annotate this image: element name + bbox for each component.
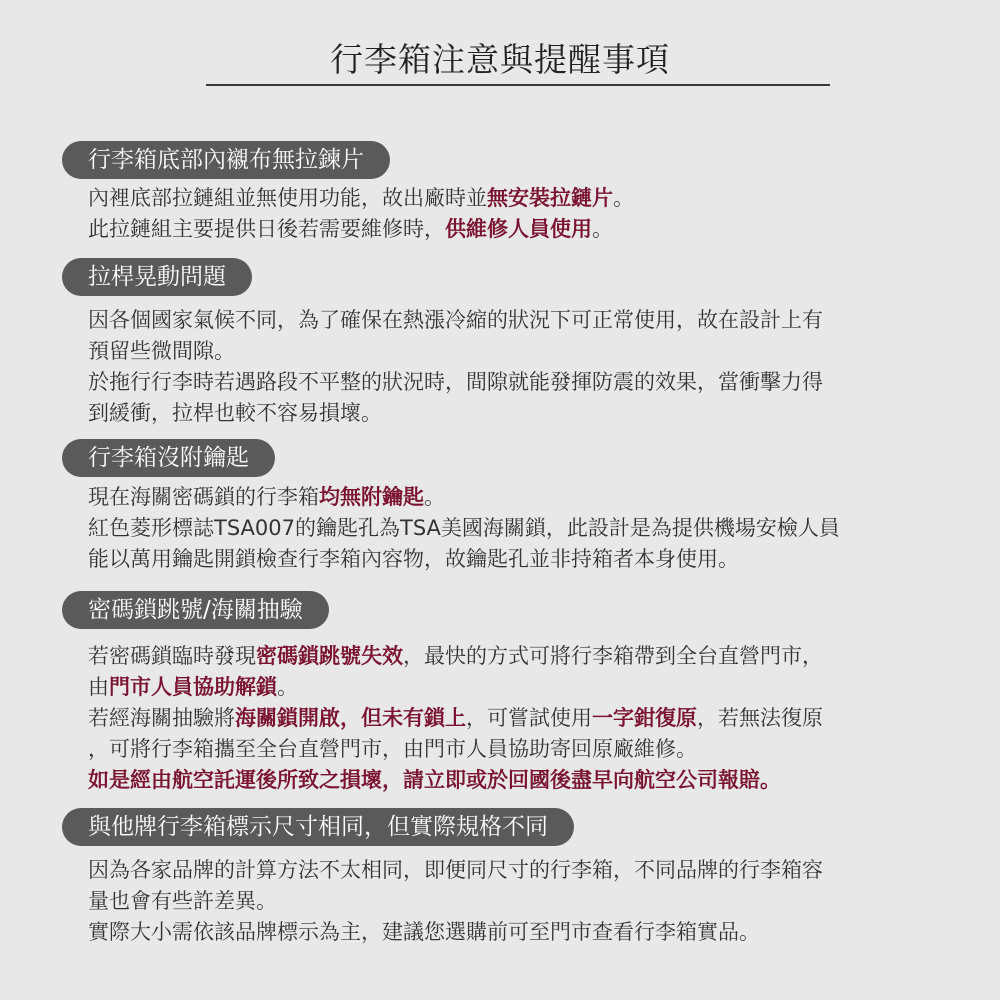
body-line [88,672,958,703]
body-line [88,183,958,214]
body-line [88,703,958,734]
highlight-text: 供維修人員使用 [445,217,592,241]
text-segment: 。 [424,485,445,509]
section-heading-handle: 拉桿晃動問題 [62,258,252,296]
text-segment: 。 [592,217,613,241]
body-line: 預留些微間隙。 [88,339,235,363]
highlight-text: 均無附鑰匙 [319,485,424,509]
text-segment: 。 [277,675,298,699]
highlight-text: 門市人員協助解鎖 [109,675,277,699]
body-line [88,641,958,672]
highlight-text: 密碼鎖跳號失效 [256,644,403,668]
text-segment: 若經海關抽驗將 [88,706,235,730]
page-title: 行李箱注意與提醒事項 [330,40,670,79]
section-body-size [88,855,958,948]
body-line: ，可將行李箱攜至全台直營門市，由門市人員協助寄回原廠維修。 [88,737,697,761]
section-body-handle [88,305,958,429]
body-line: 因各個國家氣候不同，為了確保在熱漲冷縮的狀況下可正常使用，故在設計上有 [88,308,823,332]
body-line [88,482,958,513]
title-divider [206,84,830,86]
body-line: 紅色菱形標誌TSA007的鑰匙孔為TSA美國海關鎖，此設計是為提供機場安檢人員 [88,516,840,540]
text-segment: 內裡底部拉鏈組並無使用功能，故出廠時並 [88,186,487,210]
body-line: 實際大小需依該品牌標示為主，建議您選購前可至門市查看行李箱實品。 [88,920,760,944]
text-segment: 若密碼鎖臨時發現 [88,644,256,668]
highlight-text: 無安裝拉鏈片 [487,186,613,210]
text-segment: 現在海關密碼鎖的行李箱 [88,485,319,509]
highlight-text: 一字鉗復原 [592,706,697,730]
body-line: 能以萬用鑰匙開鎖檢查行李箱內容物，故鑰匙孔並非持箱者本身使用。 [88,547,739,571]
section-body-lock [88,641,958,796]
section-body-key [88,482,958,575]
body-line-highlight: 如是經由航空託運後所致之損壞，請立即或於回國後盡早向航空公司報賠。 [88,768,781,792]
section-body-zipper [88,183,958,245]
body-line [88,214,958,245]
section-heading-zipper: 行李箱底部內襯布無拉鍊片 [62,141,390,179]
body-line: 到緩衝，拉桿也較不容易損壞。 [88,401,382,425]
text-segment: ，若無法復原 [697,706,823,730]
section-heading-size: 與他牌行李箱標示尺寸相同，但實際規格不同 [62,808,574,846]
text-segment: 由 [88,675,109,699]
section-heading-key: 行李箱沒附鑰匙 [62,439,275,477]
highlight-text: 海關鎖開啟，但未有鎖上 [235,706,466,730]
text-segment: 。 [613,186,634,210]
section-heading-lock: 密碼鎖跳號/海關抽驗 [62,591,329,629]
text-segment: 此拉鏈組主要提供日後若需要維修時， [88,217,445,241]
body-line: 因為各家品牌的計算方法不太相同，即便同尺寸的行李箱，不同品牌的行李箱容 [88,858,823,882]
body-line: 量也會有些許差異。 [88,889,277,913]
body-line: 於拖行行李時若遇路段不平整的狀況時，間隙就能發揮防震的效果，當衝擊力得 [88,370,823,394]
text-segment: ，最快的方式可將行李箱帶到全台直營門市， [403,644,823,668]
text-segment: ，可嘗試使用 [466,706,592,730]
